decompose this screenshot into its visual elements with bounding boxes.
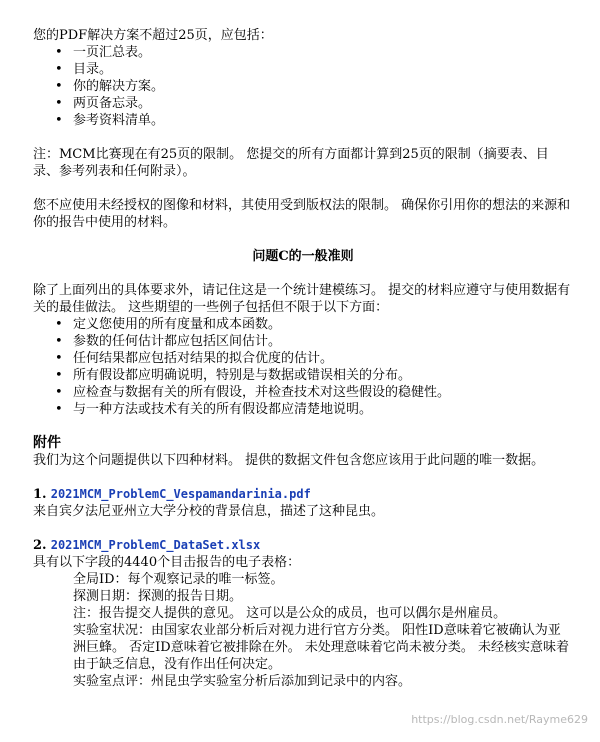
document-page [33,27,573,690]
watermark: https://blog.csdn.net/Rayme629 [411,713,588,726]
list-item: • 定义您使用的所有度量和成本函数。 [55,316,573,333]
list-item: • 应检查与数据有关的所有假设，并检查技术对这些假设的稳健性。 [55,384,573,401]
field-lab-status: 实验室状况：由国家农业部分析后对视力进行官方分类。 阳性ID意味着它被确认为亚洲巨蜂。 否定ID意味着它被排除在外。 未处理意味着它尚未被分类。 未经核实意味着由于缺乏信息，没有作出任何决定。 [73,623,569,672]
field-lab-comments: 实验室点评：州昆虫学实验室分析后添加到记录中的内容。 [73,674,412,689]
attachments-intro: 我们为这个问题提供以下四种材料。 提供的数据文件包含您应该用于此问题的唯一数据。 [33,453,545,468]
list-item: • 任何结果都应包括对结果的拟合优度的估计。 [55,350,573,367]
attachment-2-link[interactable]: 2021MCM_ProblemC_DataSet.xlsx [50,538,261,552]
list-item: • 一页汇总表。 [55,44,573,61]
intro-text: 您的PDF解决方案不超过25页，应包括： [33,28,273,43]
list-item: • 与一种方法或技术有关的所有假设都应清楚地说明。 [55,401,573,418]
list-item: • 参数的任何估计都应包括区间估计。 [55,333,573,350]
guidelines-heading: 问题C的一般准则 [252,249,354,264]
page-limit-note: 注：MCM比赛现在有25页的限制。 您提交的所有方面都计算到25页的限制（摘要表、目录、参考列表和任何附录）。 [33,147,549,179]
required-items-list [33,44,573,129]
field-detection-date: 探测日期：探测的报告日期。 [73,589,243,604]
attachment-1-link[interactable]: 2021MCM_ProblemC_Vespamandarinia.pdf [50,487,311,501]
attachment-number: 2. [33,538,47,553]
attachments-heading: 附件 [33,435,61,451]
guidelines-list [33,316,573,418]
dataset-fields [33,571,573,690]
attachment-1-title [33,486,573,503]
list-item: • 所有假设都应明确说明，特别是与数据或错误相关的分布。 [55,367,573,384]
guidelines-intro: 除了上面列出的具体要求外，请记住这是一个统计建模练习。 提交的材料应遵守与使用数据有关的最佳做法。 这些期望的一些例子包括但不限于以下方面： [33,283,571,315]
attachment-2-title [33,537,573,554]
field-global-id: 全局ID：每个观察记录的唯一标签。 [73,572,284,587]
attachment-1-description: 来自宾夕法尼亚州立大学分校的背景信息，描述了这种昆虫。 [33,504,385,519]
list-item: • 参考资料清单。 [55,112,573,129]
list-item: • 你的解决方案。 [55,78,573,95]
attachment-2-description: 具有以下字段的4440个目击报告的电子表格： [33,555,301,570]
list-item: • 目录。 [55,61,573,78]
list-item: • 两页备忘录。 [55,95,573,112]
field-notes: 注：报告提交人提供的意见。 这可以是公众的成员，也可以偶尔是州雇员。 [73,606,507,621]
attachment-number: 1. [33,487,47,502]
copyright-paragraph: 您不应使用未经授权的图像和材料，其使用受到版权法的限制。 确保你引用你的想法的来源和你的报告中使用的材料。 [33,198,571,230]
